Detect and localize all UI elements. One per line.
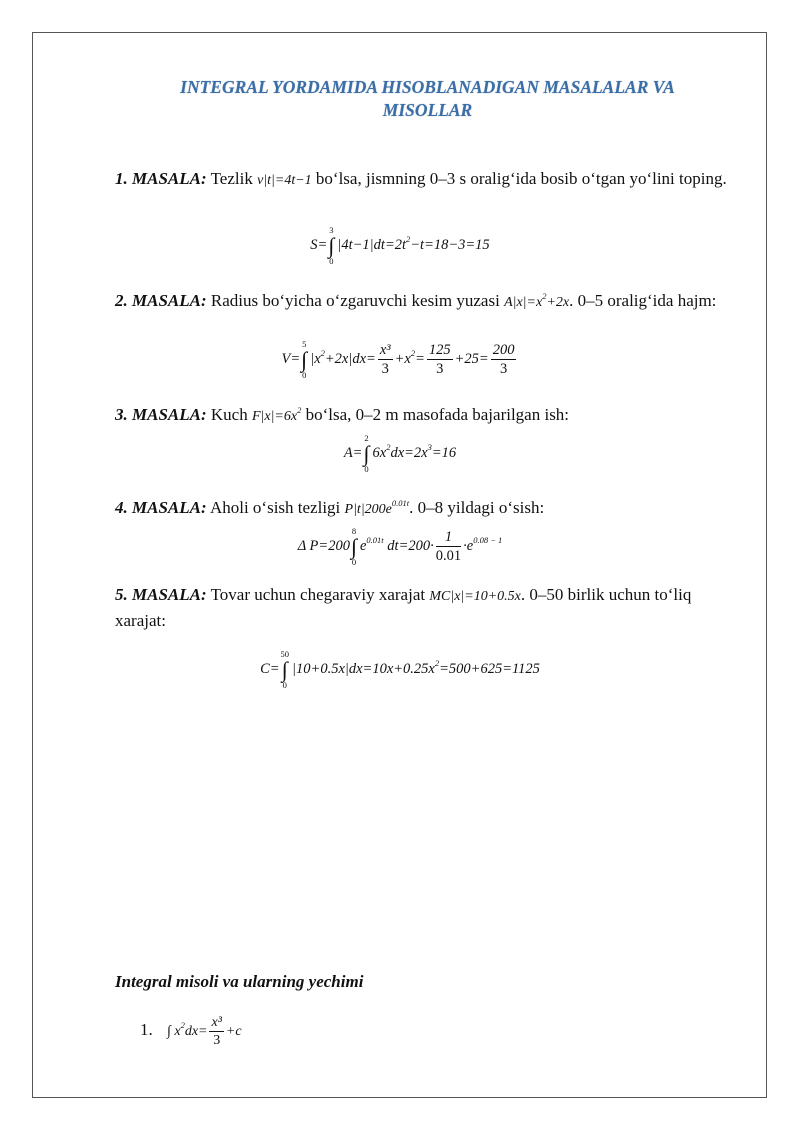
fraction [436,529,461,565]
formula-text: C= [260,660,280,677]
fraction [491,342,517,378]
formula-text: dx= [184,1024,208,1040]
problem-label: 3. MASALA: [115,405,207,424]
problem-3 [115,398,735,429]
superscript: 3 [427,441,432,452]
numerator: 200 [492,341,515,358]
formula-4 [0,527,800,566]
superscript: 0.01t [391,498,410,508]
formula-text: +25= [454,350,489,367]
integral-sign [281,650,290,689]
integral-lower-limit: 0 [282,679,287,690]
integral-symbol: ∫ [363,440,370,466]
inline-formula [257,173,312,188]
formula-text: 6x [372,444,387,461]
superscript: 2 [320,347,325,358]
formula-text: A|x|=x [504,295,543,310]
integral-lower-limit: 0 [351,556,357,567]
formula-5 [0,650,800,689]
integral-symbol: ∫ [301,346,308,372]
integral-upper-limit: 3 [329,225,334,235]
formula-text: +2x [546,295,570,310]
denominator: 3 [499,360,508,377]
inline-formula [429,589,521,604]
formula-text: −t=18−3=15 [410,236,490,253]
integral-lower-limit: 0 [302,369,307,380]
numerator: x³ [379,341,391,358]
formula-text: ∫ x [167,1024,181,1040]
superscript: 0.08 − 1 [473,534,503,545]
formula-text: +2x|dx= [324,350,376,367]
fraction [427,342,453,378]
denominator: 3 [213,1033,221,1048]
fraction [209,1014,223,1050]
formula-text: MC|x|=10+0.5x [429,589,521,604]
formula-text: |10+0.5x|dx=10x+0.25x [292,660,435,677]
formula-text: =16 [431,444,457,461]
integral-sign [351,527,357,566]
superscript: 2 [386,441,391,452]
superscript: 2 [180,1020,185,1031]
formula-text: P|t|200e [344,502,392,517]
problem-text: Tovar uchun chegaraviy xarajat [206,585,430,604]
denominator: 3 [436,360,444,377]
problem-text: Tezlik [206,169,258,188]
problem-5 [115,583,735,633]
superscript: 0.01t [366,534,384,545]
integral-sign [328,226,334,265]
section-heading: Integral misoli va ularning yechimi [115,972,364,991]
formula-text: +x [394,350,411,367]
superscript: 2 [297,405,302,415]
problem-text: bo‘lsa, 0–2 m masofada bajarilgan ish: [301,405,570,424]
formula-text: F|x|=6x [251,409,298,424]
integral-symbol: ∫ [350,533,357,559]
integral-symbol: ∫ [328,232,335,258]
problem-text: . 0–8 yildagi o‘sish: [409,498,545,517]
item-number: 1. [140,1020,153,1040]
integral-upper-limit: 8 [351,526,357,536]
denominator: 3 [381,360,389,377]
integral-upper-limit: 5 [302,339,307,349]
inline-formula [504,291,570,310]
formula-text: +c [225,1024,242,1040]
superscript: 2 [410,347,416,358]
numerator: x³ [211,1015,222,1030]
document-title [140,76,715,122]
title-line-1: INTEGRAL YORDAMIDA HISOBLANADIGAN MASALALAR VA [180,77,675,97]
formula-text: dt=200· [383,537,434,554]
numerator: 125 [428,341,451,358]
problem-text: . 0–5 oralig‘ida hajm: [569,291,717,310]
integral-symbol: ∫ [281,656,288,682]
formula-text: V= [281,350,301,367]
problem-text: bo‘lsa, jismning 0–3 s oralig‘ida bosib o‘tgan yo‘lini toping. [311,169,727,188]
integral-lower-limit: 0 [329,255,334,266]
formula-text: |4t−1|dt=2t [337,236,407,253]
formula-text: S= [310,236,328,253]
problem-label: 5. MASALA: [115,585,207,604]
formula-text: =500+625=1125 [439,660,540,677]
integral-upper-limit: 2 [364,433,369,443]
formula-text: dx=2x [390,444,428,461]
title-line-2: MISOLLAR [382,100,473,120]
problem-text: Kuch [206,405,252,424]
formula-text: ·e [463,537,474,554]
formula-2 [0,340,800,379]
integral-sign [301,340,307,379]
denominator: 0.01 [435,547,462,564]
problem-1 [115,167,735,193]
problem-text: Aholi o‘sish tezligi [206,498,345,517]
problem-label: 4. MASALA: [115,498,207,517]
example-item-1 [140,1014,242,1050]
problem-text: . 0–50 birlik uchun to‘liq xarajat: [115,585,692,630]
problem-text: Radius bo‘yicha o‘zgaruvchi kesim yuzasi [206,291,505,310]
formula-text: A= [343,444,363,461]
superscript: 2 [434,657,440,668]
integral-sign [363,434,369,473]
problem-2 [115,284,735,315]
problem-label: 2. MASALA: [115,291,207,310]
inline-formula [251,405,302,424]
superscript: 2 [406,233,411,244]
integral-upper-limit: 50 [280,649,290,659]
problem-label: 1. MASALA: [115,169,207,188]
formula-text: |x [310,350,321,367]
formula-1 [0,226,800,265]
inline-formula [344,498,410,517]
problem-4 [115,491,735,522]
formula-text: e [359,537,367,554]
integral-lower-limit: 0 [364,463,369,474]
formula-text: = [415,350,425,367]
numerator: 1 [436,529,461,547]
formula-text: Δ P=200 [297,537,350,554]
formula-text: |t|=4t−1 [263,173,312,188]
formula-3 [0,434,800,473]
superscript: 2 [542,291,547,301]
item-formula [167,1015,242,1048]
formula-text: v [257,173,264,188]
fraction [378,342,393,378]
